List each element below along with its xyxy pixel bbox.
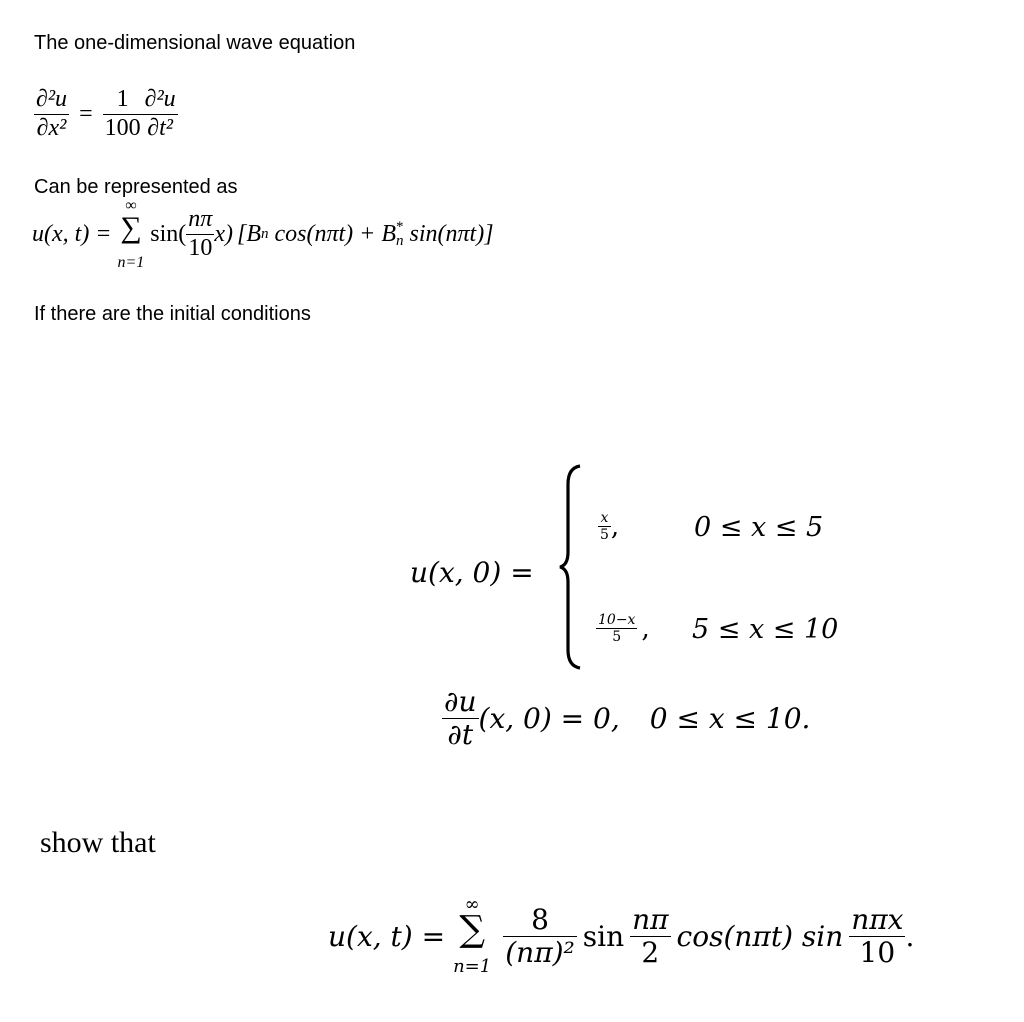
initial-ut-denominator: ∂t xyxy=(447,718,474,752)
case-1-numerator: x xyxy=(600,510,609,526)
wave-rhs-numerator: ∂²u xyxy=(144,86,176,112)
result-frac1-denominator: 2 xyxy=(641,935,660,969)
series-frac xyxy=(186,206,214,262)
sin-open: sin( xyxy=(150,221,187,247)
initial-ut-fraction xyxy=(442,686,479,751)
initial-u-lhs-text: u(x, 0) = xyxy=(410,556,534,589)
intro-text-2: Can be represented as xyxy=(34,176,238,198)
series-frac-numerator: nπ xyxy=(188,206,213,233)
series-cos-term: cos(nπt) + B xyxy=(268,221,397,247)
series-star: * xyxy=(396,219,404,235)
result-frac2 xyxy=(849,904,905,969)
sum-upper-limit: ∞ xyxy=(125,197,137,214)
case-2-numerator: 10−x xyxy=(598,612,636,628)
wave-coef-numerator: 1 xyxy=(116,86,129,112)
case-1-denominator: 5 xyxy=(600,527,609,544)
case-1-comma: , xyxy=(610,511,620,542)
result-mid: cos(nπt) sin xyxy=(676,919,844,953)
initial-u-lhs xyxy=(410,556,534,589)
case-2-condition-text: 5 ≤ x ≤ 10 xyxy=(692,614,839,645)
result-end: . xyxy=(905,919,915,953)
intro-text-3: If there are the initial conditions xyxy=(34,303,311,325)
wave-lhs-fraction xyxy=(34,86,69,142)
series-frac-denominator: 10 xyxy=(188,235,213,261)
series-lhs: u(x, t) = xyxy=(32,221,112,247)
case-1-condition xyxy=(694,512,823,543)
wave-rhs-denominator: ∂t² xyxy=(147,114,173,141)
series-after-frac: x) xyxy=(214,221,233,247)
result-sum-lower: n=1 xyxy=(453,956,492,978)
wave-lhs-numerator: ∂²u xyxy=(36,86,68,112)
result-formula xyxy=(328,896,914,976)
case-1-condition-text: 0 ≤ x ≤ 5 xyxy=(694,512,824,543)
initial-ut xyxy=(442,686,810,751)
case-2-comma: , xyxy=(641,613,650,644)
show-that-text: show that xyxy=(40,826,156,859)
case-2-fraction xyxy=(596,612,637,645)
result-coef-numerator: 8 xyxy=(531,902,549,936)
initial-ut-numerator: ∂u xyxy=(444,685,477,718)
result-coef-denominator: (nπ)² xyxy=(505,935,575,969)
result-coefficient xyxy=(503,904,577,969)
left-brace-icon xyxy=(558,464,584,670)
initial-ut-condition: 0 ≤ x ≤ 10. xyxy=(649,702,811,736)
case-1-fraction xyxy=(598,510,611,543)
result-sin1: sin xyxy=(582,919,625,953)
initial-ut-rest: (x, 0) = 0, xyxy=(478,702,620,736)
series-representation xyxy=(32,198,494,271)
wave-equals: = xyxy=(79,100,93,127)
wave-equation xyxy=(34,86,178,142)
series-sin-term: sin(nπt)] xyxy=(403,221,494,247)
series-bracket-open: [B xyxy=(236,221,261,247)
case-2 xyxy=(596,612,650,645)
case-2-condition xyxy=(692,614,838,645)
result-sum-symbol: ∑ xyxy=(459,909,486,950)
result-summation xyxy=(453,896,491,976)
result-frac2-numerator: nπx xyxy=(851,902,904,936)
sum-lower-limit: n=1 xyxy=(117,254,145,271)
series-sub-n2: n xyxy=(396,232,404,249)
case-2-denominator: 5 xyxy=(612,629,622,646)
result-frac1 xyxy=(630,904,670,969)
result-frac2-denominator: 10 xyxy=(859,935,896,969)
result-sum-upper: ∞ xyxy=(464,894,480,915)
wave-coef-denominator: 100 xyxy=(104,114,141,141)
wave-rhs-fraction xyxy=(143,86,178,142)
case-1 xyxy=(598,510,619,543)
result-lhs: u(x, t) = xyxy=(328,919,446,953)
sum-symbol: ∑ xyxy=(120,211,142,244)
intro-text: The one-dimensional wave equation xyxy=(34,32,356,54)
wave-coef-fraction xyxy=(103,86,143,142)
wave-lhs-denominator: ∂x² xyxy=(36,114,67,141)
series-sub-n: n xyxy=(260,226,269,242)
result-frac1-numerator: nπ xyxy=(632,902,669,936)
series-summation xyxy=(118,198,145,271)
